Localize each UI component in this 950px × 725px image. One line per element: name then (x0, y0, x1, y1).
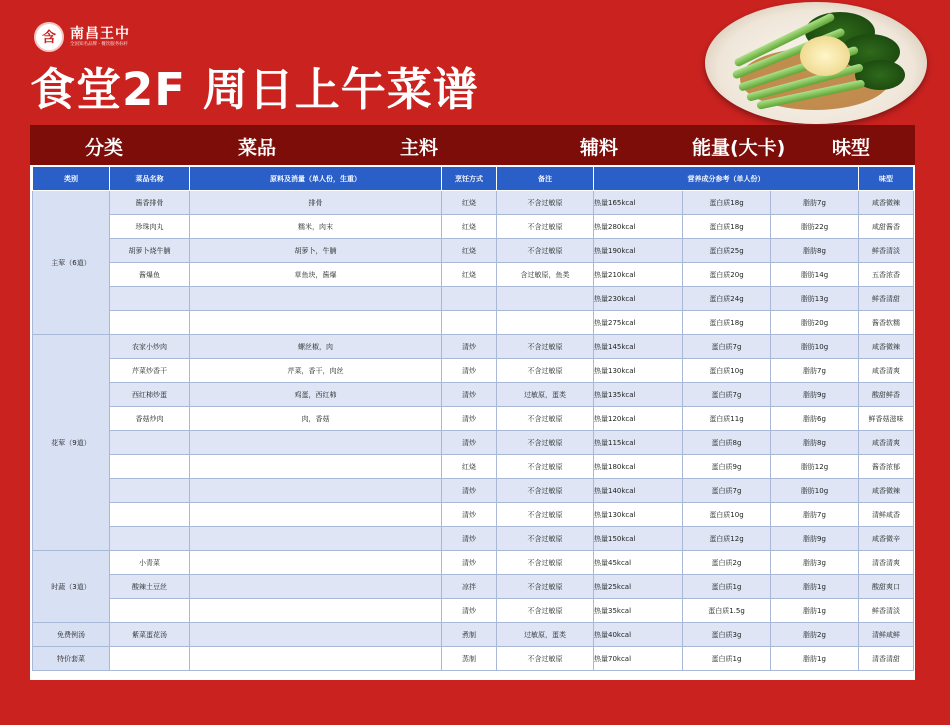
ingredients-cell: 胡萝卜，牛腩 (190, 239, 442, 263)
energy-cell: 热量140kcal (594, 479, 683, 503)
energy-cell: 热量45kcal (594, 551, 683, 575)
energy-cell: 热量145kcal (594, 335, 683, 359)
fat-cell: 脂肪7g (771, 191, 859, 215)
dish-name-cell: 紫菜蛋花汤 (110, 623, 190, 647)
col-header-ingredients: 原料及消量（单人份，生重） (190, 167, 442, 191)
dish-name-cell (110, 647, 190, 671)
allergen-note-cell: 不含过敏原 (497, 479, 594, 503)
col-header-nutrition: 营养成分参考（单人份） (594, 167, 859, 191)
protein-cell: 蛋白质20g (683, 263, 771, 287)
energy-cell: 热量115kcal (594, 431, 683, 455)
dish-name-cell (110, 431, 190, 455)
category-cell: 时蔬（3道） (33, 551, 110, 623)
cooking-method-cell: 清炒 (442, 335, 497, 359)
allergen-note-cell (497, 311, 594, 335)
allergen-note-cell: 不含过敏原 (497, 599, 594, 623)
flavor-cell: 清香清甜 (859, 647, 914, 671)
flavor-cell: 酱香浓郁 (859, 455, 914, 479)
category-cell: 特价套菜 (33, 647, 110, 671)
cooking-method-cell: 红烧 (442, 263, 497, 287)
flavor-cell: 清香清爽 (859, 551, 914, 575)
ingredients-cell (190, 647, 442, 671)
ingredients-cell: 芹菜，香干，肉丝 (190, 359, 442, 383)
flavor-cell: 咸香清爽 (859, 431, 914, 455)
energy-cell: 热量165kcal (594, 191, 683, 215)
cooking-method-cell: 清炒 (442, 551, 497, 575)
flavor-cell: 鲜香菇滋味 (859, 407, 914, 431)
cooking-method-cell: 红烧 (442, 239, 497, 263)
ingredients-cell: 肉，香菇 (190, 407, 442, 431)
table-row (33, 239, 914, 263)
band-label-auxiliary: 辅料 (580, 137, 619, 159)
energy-cell: 热量190kcal (594, 239, 683, 263)
cooking-method-cell: 清炒 (442, 503, 497, 527)
table-row (33, 311, 914, 335)
protein-cell: 蛋白质25g (683, 239, 771, 263)
energy-cell: 热量130kcal (594, 503, 683, 527)
energy-cell: 热量150kcal (594, 527, 683, 551)
protein-cell: 蛋白质12g (683, 527, 771, 551)
energy-cell: 热量40kcal (594, 623, 683, 647)
ingredients-cell (190, 479, 442, 503)
dish-name-cell (110, 287, 190, 311)
table-row (33, 575, 914, 599)
category-cell: 花荤（9道） (33, 335, 110, 551)
table-row (33, 503, 914, 527)
dish-name-cell: 酱爆鱼 (110, 263, 190, 287)
table-row (33, 599, 914, 623)
fat-cell: 脂肪3g (771, 551, 859, 575)
dish-name-cell (110, 503, 190, 527)
ingredients-cell (190, 599, 442, 623)
protein-cell: 蛋白质7g (683, 335, 771, 359)
table-row (33, 647, 914, 671)
ingredients-cell (190, 455, 442, 479)
allergen-note-cell: 不含过敏原 (497, 431, 594, 455)
table-row (33, 359, 914, 383)
protein-cell: 蛋白质18g (683, 311, 771, 335)
ingredients-cell: 排骨 (190, 191, 442, 215)
protein-cell: 蛋白质10g (683, 503, 771, 527)
fat-cell: 脂肪14g (771, 263, 859, 287)
protein-cell: 蛋白质3g (683, 623, 771, 647)
allergen-note-cell (497, 287, 594, 311)
dish-name-cell (110, 479, 190, 503)
ingredients-cell (190, 623, 442, 647)
flavor-cell: 清鲜咸香 (859, 503, 914, 527)
col-header-note: 备注 (497, 167, 594, 191)
dish-name-cell (110, 527, 190, 551)
fat-cell: 脂肪10g (771, 335, 859, 359)
protein-cell: 蛋白质9g (683, 455, 771, 479)
category-cell: 主荤（6道） (33, 191, 110, 335)
dish-name-cell: 珍珠肉丸 (110, 215, 190, 239)
energy-cell: 热量35kcal (594, 599, 683, 623)
flavor-cell: 咸甜酱香 (859, 215, 914, 239)
table-row (33, 527, 914, 551)
ingredients-cell (190, 551, 442, 575)
cooking-method-cell: 清炒 (442, 479, 497, 503)
col-header-flavor: 味型 (859, 167, 914, 191)
fat-cell: 脂肪9g (771, 383, 859, 407)
table-row (33, 263, 914, 287)
flavor-cell: 咸香微辣 (859, 479, 914, 503)
allergen-note-cell: 不含过敏原 (497, 551, 594, 575)
dish-name-cell: 农家小炒肉 (110, 335, 190, 359)
cooking-method-cell: 清炒 (442, 359, 497, 383)
cooking-method-cell: 清炒 (442, 599, 497, 623)
energy-cell: 热量210kcal (594, 263, 683, 287)
flavor-cell: 咸香微辣 (859, 335, 914, 359)
page-title: 食堂2F 周日上午菜谱 (30, 63, 479, 116)
ingredients-cell (190, 527, 442, 551)
protein-cell: 蛋白质11g (683, 407, 771, 431)
flavor-cell: 咸香微辛 (859, 527, 914, 551)
table-header-row (33, 167, 914, 191)
ingredients-cell: 鸡蛋，西红柿 (190, 383, 442, 407)
energy-cell: 热量280kcal (594, 215, 683, 239)
col-header-category: 类别 (33, 167, 110, 191)
flavor-cell: 五香浓香 (859, 263, 914, 287)
fat-cell: 脂肪1g (771, 575, 859, 599)
energy-cell: 热量180kcal (594, 455, 683, 479)
dish-name-cell: 酸辣土豆丝 (110, 575, 190, 599)
dish-name-cell (110, 311, 190, 335)
table-row (33, 455, 914, 479)
table-row (33, 407, 914, 431)
allergen-note-cell: 不含过敏原 (497, 191, 594, 215)
fat-cell: 脂肪6g (771, 407, 859, 431)
cooking-method-cell: 清炒 (442, 431, 497, 455)
band-label-category: 分类 (85, 137, 124, 159)
fat-cell: 脂肪22g (771, 215, 859, 239)
table-row (33, 383, 914, 407)
protein-cell: 蛋白质1.5g (683, 599, 771, 623)
dish-name-cell (110, 599, 190, 623)
protein-cell: 蛋白质2g (683, 551, 771, 575)
fat-cell: 脂肪1g (771, 599, 859, 623)
allergen-note-cell: 不含过敏原 (497, 455, 594, 479)
energy-cell: 热量275kcal (594, 311, 683, 335)
cooking-method-cell: 红烧 (442, 455, 497, 479)
protein-cell: 蛋白质8g (683, 431, 771, 455)
table-row (33, 215, 914, 239)
band-label-flavor: 味型 (832, 137, 871, 159)
band-label-energy: 能量(大卡) (692, 137, 786, 159)
energy-cell: 热量70kcal (594, 647, 683, 671)
ingredients-cell (190, 287, 442, 311)
flavor-cell: 鲜香清淡 (859, 239, 914, 263)
dish-name-cell: 芹菜炒香干 (110, 359, 190, 383)
table-row (33, 287, 914, 311)
ingredients-cell: 糯米，肉末 (190, 215, 442, 239)
cooking-method-cell (442, 311, 497, 335)
allergen-note-cell: 不含过敏原 (497, 215, 594, 239)
flavor-cell: 鲜香清甜 (859, 287, 914, 311)
dish-name-cell: 酱香排骨 (110, 191, 190, 215)
cooking-method-cell: 红烧 (442, 215, 497, 239)
protein-cell: 蛋白质18g (683, 215, 771, 239)
cooking-method-cell: 红烧 (442, 191, 497, 215)
ingredients-cell: 草鱼块，酱爆 (190, 263, 442, 287)
ingredients-cell (190, 575, 442, 599)
energy-cell: 热量130kcal (594, 359, 683, 383)
brand-logo (34, 22, 130, 52)
dish-name-cell: 香菇炒肉 (110, 407, 190, 431)
table-row (33, 551, 914, 575)
ingredients-cell (190, 503, 442, 527)
allergen-note-cell: 不含过敏原 (497, 503, 594, 527)
allergen-note-cell: 含过敏原，鱼类 (497, 263, 594, 287)
brand-name: 南昌王中 (70, 26, 130, 42)
dish-name-cell: 胡萝卜烧牛腩 (110, 239, 190, 263)
protein-cell: 蛋白质7g (683, 383, 771, 407)
table-row (33, 191, 914, 215)
flavor-cell: 酸甜鲜香 (859, 383, 914, 407)
fat-cell: 脂肪12g (771, 455, 859, 479)
allergen-note-cell: 不含过敏原 (497, 407, 594, 431)
band-label-main: 主料 (400, 137, 439, 159)
fat-cell: 脂肪8g (771, 239, 859, 263)
cooking-method-cell: 煮制 (442, 623, 497, 647)
category-cell: 免费例汤 (33, 623, 110, 647)
dish-name-cell: 西红柿炒蛋 (110, 383, 190, 407)
fat-cell: 脂肪13g (771, 287, 859, 311)
header-band (30, 125, 915, 165)
band-label-dish: 菜品 (238, 137, 277, 159)
table-row (33, 479, 914, 503)
fat-cell: 脂肪20g (771, 311, 859, 335)
protein-cell: 蛋白质24g (683, 287, 771, 311)
allergen-note-cell: 不含过敏原 (497, 575, 594, 599)
cooking-method-cell: 凉拌 (442, 575, 497, 599)
ingredients-cell (190, 311, 442, 335)
fat-cell: 脂肪8g (771, 431, 859, 455)
allergen-note-cell: 过敏原，蛋类 (497, 383, 594, 407)
energy-cell: 热量25kcal (594, 575, 683, 599)
fat-cell: 脂肪9g (771, 527, 859, 551)
fat-cell: 脂肪2g (771, 623, 859, 647)
flavor-cell: 咸香清爽 (859, 359, 914, 383)
flavor-cell: 酸甜爽口 (859, 575, 914, 599)
protein-cell: 蛋白质7g (683, 479, 771, 503)
ingredients-cell (190, 431, 442, 455)
energy-cell: 热量120kcal (594, 407, 683, 431)
brand-tagline: 全国知名品牌 · 餐饮服务标杆 (70, 42, 129, 47)
fat-cell: 脂肪1g (771, 647, 859, 671)
ingredients-cell: 螺丝椒，肉 (190, 335, 442, 359)
table-row (33, 623, 914, 647)
menu-table (32, 166, 914, 671)
table-row (33, 431, 914, 455)
cooking-method-cell: 蒸制 (442, 647, 497, 671)
energy-cell: 热量230kcal (594, 287, 683, 311)
energy-cell: 热量135kcal (594, 383, 683, 407)
cooking-method-cell: 清炒 (442, 383, 497, 407)
allergen-note-cell: 不含过敏原 (497, 335, 594, 359)
flavor-cell: 清鲜咸鲜 (859, 623, 914, 647)
fat-cell: 脂肪7g (771, 359, 859, 383)
allergen-note-cell: 不含过敏原 (497, 359, 594, 383)
protein-cell: 蛋白质18g (683, 191, 771, 215)
cooking-method-cell (442, 287, 497, 311)
flavor-cell: 咸香微辣 (859, 191, 914, 215)
dish-name-cell (110, 455, 190, 479)
menu-sheet (30, 125, 915, 680)
flavor-cell: 酱香软糯 (859, 311, 914, 335)
brand-emblem: 含 (34, 22, 64, 52)
cooking-method-cell: 清炒 (442, 407, 497, 431)
col-header-method: 烹饪方式 (442, 167, 497, 191)
protein-cell: 蛋白质1g (683, 575, 771, 599)
allergen-note-cell: 不含过敏原 (497, 647, 594, 671)
table-row (33, 335, 914, 359)
fat-cell: 脂肪7g (771, 503, 859, 527)
protein-cell: 蛋白质10g (683, 359, 771, 383)
dish-name-cell: 小青菜 (110, 551, 190, 575)
fat-cell: 脂肪10g (771, 479, 859, 503)
protein-cell: 蛋白质1g (683, 647, 771, 671)
col-header-dish: 菜品名称 (110, 167, 190, 191)
allergen-note-cell: 不含过敏原 (497, 527, 594, 551)
dish-photo (705, 2, 927, 124)
allergen-note-cell: 不含过敏原 (497, 239, 594, 263)
flavor-cell: 鲜香清淡 (859, 599, 914, 623)
cooking-method-cell: 清炒 (442, 527, 497, 551)
allergen-note-cell: 过敏原，蛋类 (497, 623, 594, 647)
